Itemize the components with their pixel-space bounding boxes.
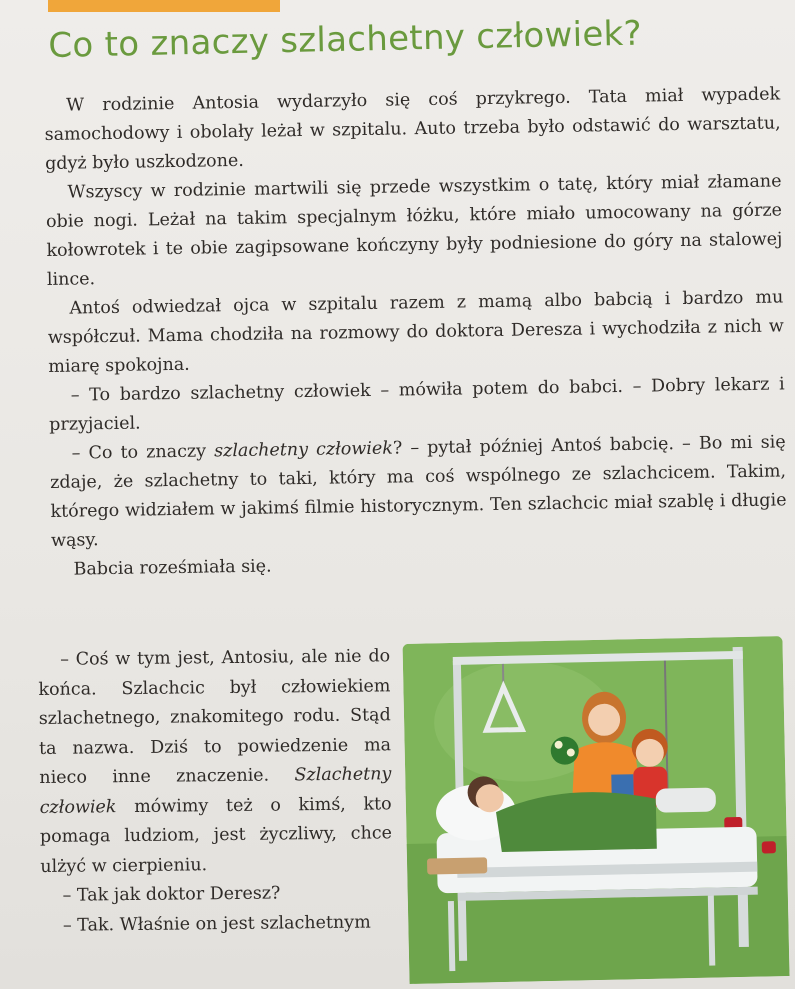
paragraph-7 bbox=[38, 642, 392, 882]
illustration-svg bbox=[402, 636, 789, 984]
paragraph-1: W rodzinie Antosia wydarzyło się coś przykrego. Tata miał wypadek samochodowy i obolały leżał w szpitalu. Auto trzeba było odstawić do warsztatu, gdyż było uszkodzone. bbox=[44, 84, 781, 174]
p5-italic: szlachetny człowiek bbox=[214, 438, 394, 462]
main-text bbox=[44, 80, 788, 584]
paragraph-4: – To bardzo szlachetny człowiek – mówiła potem do babci. – Dobry lekarz i przyjaciel. bbox=[49, 374, 785, 435]
paragraph-5 bbox=[49, 428, 787, 556]
accent-bar bbox=[48, 0, 280, 12]
weight-icon-2 bbox=[762, 841, 776, 853]
p7-text-b: mówimy też o kimś, kto pomaga ludziom, jest życzliwy, chce ulżyć w cierpieniu. bbox=[39, 793, 393, 877]
p7-italic: Szlachetny człowiek bbox=[39, 764, 392, 818]
paragraph-2: Wszyscy w rodzinie martwili się przede wszystkim o tatę, który miał złamane obie nogi. Leżał na takim specjalnym łóżku, które miało umocowany na górze kołowrotek i te obie zagipsowane kończyny były podniesione do góry na stalowej lince. bbox=[45, 171, 783, 290]
p5-text-b: ? – pytał później Antoś babcię. – Bo mi się zdaje, że szlachetny to taki, który ma coś wspólnego ze szlachcicem. Takim, którego widziałem w jakimś filmie historycznym. Ten szlachcic miał szablę i długie wąsy. bbox=[49, 432, 787, 551]
paragraph-3: Antoś odwiedzał ojca w szpitalu razem z mamą albo babcią i bardzo mu współczuł. Mama chodziła na rozmowy do doktora Deresza i wychodziła z nich w miarę spokojna. bbox=[47, 287, 784, 377]
page-title: Co to znaczy szlachetny człowiek? bbox=[48, 13, 643, 66]
paragraph-9: – Tak. Właśnie on jest szlachetnym bbox=[62, 912, 371, 936]
side-text bbox=[38, 642, 393, 941]
p5-text-a: – Co to znaczy bbox=[71, 441, 215, 464]
p7-text-a: – Coś w tym jest, Antosiu, ale nie do końca. Szlachcic był człowiekiem szlachetnego, znakomitego rodu. Stąd ta nazwa. Dziś to powiedzenie ma nieco inne znaczenie. bbox=[38, 646, 392, 788]
hospital-bed-illustration bbox=[402, 636, 789, 984]
bed-tray bbox=[427, 857, 487, 874]
paragraph-6: Babcia roześmiała się. bbox=[73, 556, 272, 580]
paragraph-8: – Tak jak doktor Deresz? bbox=[62, 883, 281, 906]
leg-cast bbox=[656, 787, 716, 812]
